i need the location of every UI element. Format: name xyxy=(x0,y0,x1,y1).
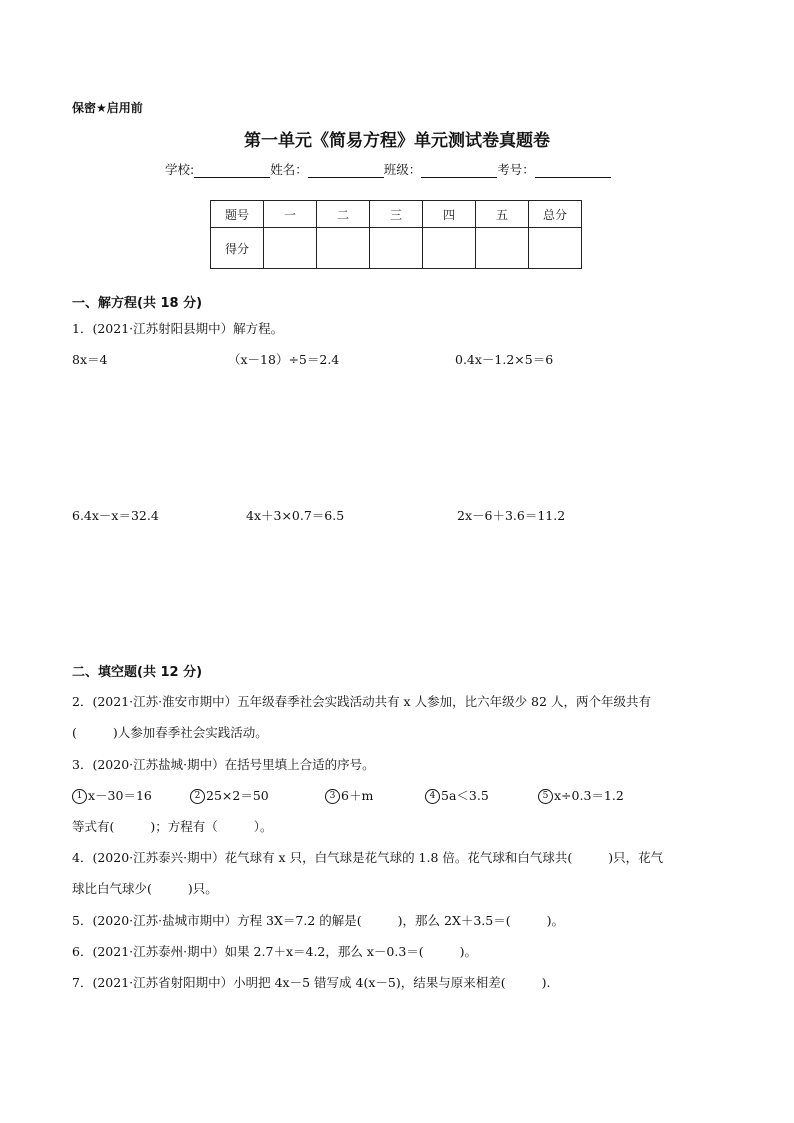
question-text: )，那么 2X＋3.5＝( xyxy=(397,913,511,928)
class-label: 班级： xyxy=(383,162,422,177)
question-text: 5．(2020·江苏·盐城市期中）方程 3X＝7.2 的解是( xyxy=(72,913,362,928)
circled-number-icon: 5 xyxy=(538,789,553,804)
score-cell[interactable] xyxy=(476,228,529,269)
answer-paren-close: )人参加春季社会实践活动。 xyxy=(112,725,268,740)
circled-number-icon: 2 xyxy=(190,789,205,804)
score-cell[interactable] xyxy=(264,228,317,269)
name-field[interactable] xyxy=(308,163,384,178)
question-text: )只。 xyxy=(187,881,218,896)
score-table-header-cell: 一 xyxy=(264,201,317,228)
option-text: 25×2＝50 xyxy=(206,788,269,803)
score-cell[interactable] xyxy=(423,228,476,269)
exam-number-field[interactable] xyxy=(535,163,611,178)
name-label: 姓名： xyxy=(270,162,308,177)
school-label: 学校: xyxy=(165,162,195,177)
student-info-line xyxy=(165,160,611,178)
option-text: 6＋m xyxy=(341,788,374,803)
score-table-header-cell: 五 xyxy=(476,201,529,228)
question-text: 球比白气球少( xyxy=(72,881,152,896)
question-2-line-1: 2．(2021·江苏·淮安市期中）五年级春季社会实践活动共有 x 人参加，比六年级少 82 人，两个年级共有 xyxy=(72,694,651,709)
option-text: x－30＝16 xyxy=(88,788,152,803)
option-item xyxy=(538,786,624,804)
question-3-answer-line xyxy=(72,817,273,835)
score-table-header-cell: 总分 xyxy=(529,201,582,228)
question-text: ). xyxy=(541,975,551,990)
score-label-cell: 得分 xyxy=(211,228,264,269)
question-text: 7．(2021·江苏省射阳期中）小明把 4x－5 错写成 4(x－5)，结果与原来相差( xyxy=(72,975,506,990)
section-2-title: 二、填空题(共 12 分) xyxy=(72,665,203,680)
score-table xyxy=(210,200,582,269)
question-text: 4．(2020·江苏泰兴·期中）花气球有 x 只，白气球是花气球的 1.8 倍。花气球和白气球共( xyxy=(72,850,573,865)
circled-number-icon: 1 xyxy=(72,789,87,804)
question-6-text xyxy=(72,942,477,960)
equation: 2x－6＋3.6＝11.2 xyxy=(457,508,566,523)
class-field[interactable] xyxy=(421,163,497,178)
score-cell[interactable] xyxy=(529,228,582,269)
score-table-header-cell: 二 xyxy=(317,201,370,228)
score-table-score-row xyxy=(211,228,582,269)
question-4-line-1 xyxy=(72,848,663,866)
question-text: )。 xyxy=(546,913,565,928)
question-text: 6．(2021·江苏泰州·期中）如果 2.7＋x＝4.2，那么 x－0.3＝( xyxy=(72,944,424,959)
answer-label: ）。 xyxy=(253,819,273,834)
answer-paren-open: ( xyxy=(72,725,77,740)
score-table-header-cell: 题号 xyxy=(211,201,264,228)
question-3-text: 3．(2020·江苏盐城·期中）在括号里填上合适的序号。 xyxy=(72,757,375,772)
answer-label: 等式有( xyxy=(72,819,115,834)
equation: 4x＋3×0.7＝6.5 xyxy=(246,508,345,523)
question-text: )。 xyxy=(459,944,478,959)
score-table-header-cell: 四 xyxy=(423,201,476,228)
question-2-line-2 xyxy=(72,723,268,741)
equation: 8x＝4 xyxy=(72,352,108,367)
option-item xyxy=(72,786,152,804)
circled-number-icon: 3 xyxy=(325,789,340,804)
confidential-label: 保密★启用前 xyxy=(72,101,143,115)
score-table-header-row xyxy=(211,201,582,228)
question-4-line-2 xyxy=(72,879,218,897)
option-item xyxy=(325,786,373,804)
option-item xyxy=(425,786,489,804)
answer-label: )；方程有（ xyxy=(150,819,218,834)
option-text: x÷0.3＝1.2 xyxy=(554,788,624,803)
question-5-text xyxy=(72,911,564,929)
option-item xyxy=(190,786,269,804)
option-text: 5a＜3.5 xyxy=(441,788,489,803)
exam-number-label: 考号： xyxy=(497,162,535,177)
score-table-header-cell: 三 xyxy=(370,201,423,228)
score-cell[interactable] xyxy=(317,228,370,269)
question-text: )只，花气 xyxy=(608,850,664,865)
equation: （x－18）÷5＝2.4 xyxy=(228,352,340,367)
equation: 6.4x－x＝32.4 xyxy=(72,508,159,523)
section-1-title: 一、解方程(共 18 分) xyxy=(72,296,203,311)
question-7-text xyxy=(72,973,550,991)
equation: 0.4x－1.2×5＝6 xyxy=(455,352,554,367)
page-title: 第一单元《简易方程》单元测试卷真题卷 xyxy=(244,131,550,151)
score-cell[interactable] xyxy=(370,228,423,269)
question-1-text: 1．(2021·江苏射阳县期中）解方程。 xyxy=(72,321,284,336)
circled-number-icon: 4 xyxy=(425,789,440,804)
school-field[interactable] xyxy=(194,163,270,178)
